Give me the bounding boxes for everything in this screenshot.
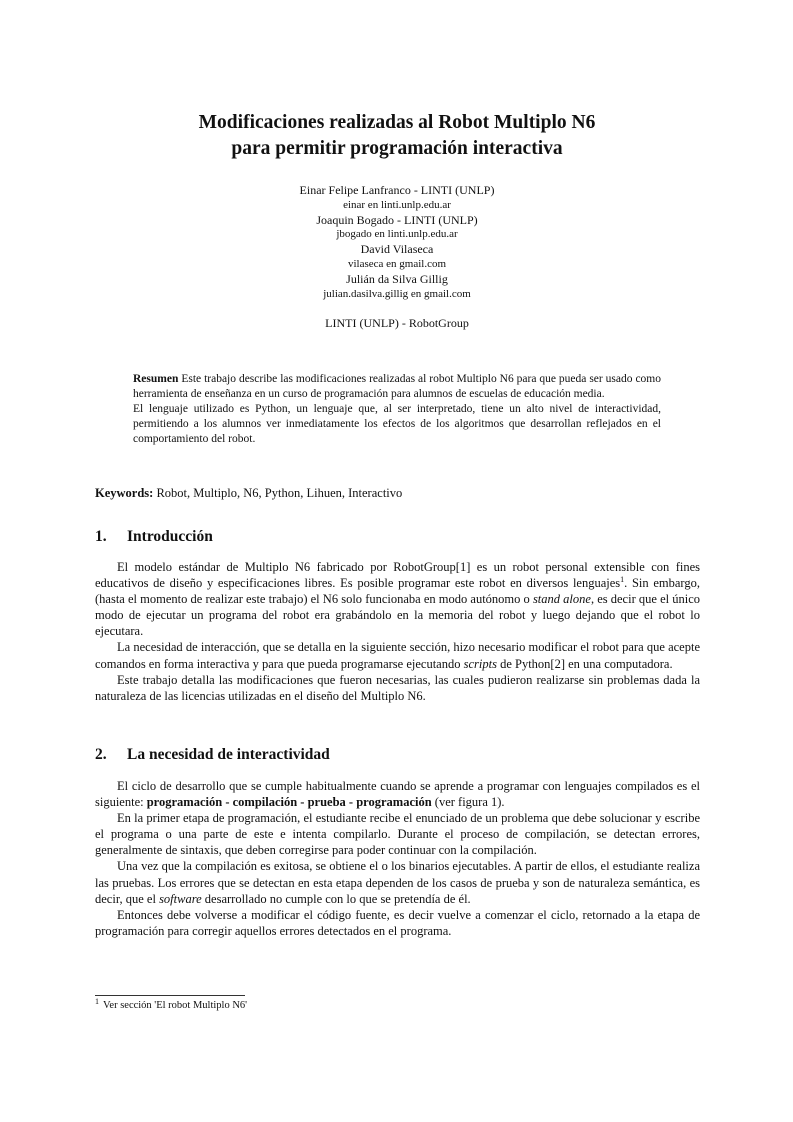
- author-name: Julián da Silva Gillig: [346, 271, 448, 286]
- section-1-body: [95, 559, 700, 704]
- section-1-paragraph-2: [95, 639, 700, 671]
- section-2-title: La necesidad de interactividad: [127, 746, 330, 763]
- affiliation: LINTI (UNLP) - RobotGroup: [325, 316, 469, 330]
- section-2-paragraph-1: [95, 778, 700, 810]
- text-run: Una vez que la compilación es exitosa, se obtiene el o los binarios ejecutables. A partir de ellos, el estudiante realiza las pruebas. Los errores que se detectan en esta etapa dependen de los casos de prueba y son de naturaleza semántica, es decir, que el: [95, 859, 700, 906]
- text-run: . Sin embargo, (hasta el momento de realizar este trabajo) el N6 solo funcionaba en modo autónomo o: [95, 576, 700, 607]
- section-1-paragraph-3: Este trabajo detalla las modificaciones que fueron necesarias, las cuales pudieron realizarse sin problemas dada la naturaleza de las licencias utilizadas en el diseño del Multiplo N6.: [95, 672, 700, 703]
- section-2-body: [95, 778, 700, 939]
- abstract-paragraph-1: [133, 372, 661, 402]
- keywords: [95, 485, 699, 501]
- section-1-title: Introducción: [127, 528, 213, 545]
- abstract-label: Resumen: [133, 373, 179, 385]
- section-1-number: 1.: [95, 528, 107, 545]
- abstract-text-1: Este trabajo describe las modificaciones realizadas al robot Multiplo N6 para que pueda ser usado como herramienta de enseñanza en un curso de programación para alumnos de escuelas de educación media.: [133, 373, 662, 400]
- keywords-label: Keywords:: [95, 486, 154, 500]
- author-email: vilaseca en gmail.com: [347, 257, 447, 270]
- author-email: jbogado en linti.unlp.edu.ar: [336, 228, 458, 241]
- section-2-paragraph-4: Entonces debe volverse a modificar el código fuente, es decir vuelve a comenzar el ciclo, retornado a la etapa de programación para corregir aquellos errores detectados en el programa.: [95, 907, 700, 938]
- bold-text: programación - compilación - prueba - programación: [146, 795, 432, 810]
- text-run: (ver figura 1).: [431, 795, 505, 810]
- section-2-heading: [95, 745, 699, 765]
- title-line-2: para permitir programación interactiva: [231, 138, 563, 159]
- title-line-1: Modificaciones realizadas al Robot Multiplo N6: [198, 112, 596, 133]
- section-1-paragraph-1: [95, 559, 700, 639]
- footnote-text: Ver sección 'El robot Multiplo N6': [103, 1000, 248, 1011]
- emphasis: stand alone: [532, 592, 591, 607]
- footnote-ref[interactable]: 1: [620, 574, 625, 584]
- footnote: [95, 996, 699, 1012]
- text-run: La necesidad de interacción, que se detalla en la siguiente sección, hizo necesario modificar el robot para que acepte comandos en forma interactiva y para que pueda programarse ejecutando: [95, 640, 700, 671]
- abstract: [133, 372, 661, 447]
- author-name: Einar Felipe Lanfranco - LINTI (UNLP): [299, 183, 495, 197]
- section-2-paragraph-2: En la primer etapa de programación, el estudiante recibe el enunciado de un problema que debe solucionar y escribe el programa o una parte de este e intenta compilarlo. Durante el proceso de compilación, se detectan errores, generalmente de sintaxis, que deben corregirse para poder continuar con la compilación.: [95, 811, 700, 858]
- emphasis: software: [159, 891, 202, 906]
- abstract-paragraph-2: El lenguaje utilizado es Python, un lenguaje que, al ser interpretado, tiene un alto nivel de interactividad, permitiendo a los alumnos ver inmediatamente los efectos de los algoritmos que desarrollan reflejados en el comportamiento del robot.: [133, 402, 661, 445]
- paper-title: [95, 110, 699, 162]
- keywords-text: Robot, Multiplo, N6, Python, Lihuen, Interactivo: [156, 486, 403, 500]
- section-1-heading: [95, 527, 699, 547]
- footnote-divider: [95, 995, 245, 996]
- author-list: [95, 183, 699, 301]
- author-email: julian.dasilva.gillig en gmail.com: [323, 287, 471, 300]
- text-run: desarrollado no cumple con lo que se pretendía de él.: [201, 891, 471, 906]
- section-2-paragraph-3: [95, 858, 700, 906]
- author-name: Joaquin Bogado - LINTI (UNLP): [316, 212, 478, 227]
- emphasis: scripts: [463, 656, 497, 671]
- text-run: de Python[2] en una computadora.: [496, 656, 673, 671]
- section-2-number: 2.: [95, 746, 107, 763]
- author-email: einar en linti.unlp.edu.ar: [343, 198, 451, 211]
- footnote-mark: 1: [95, 996, 99, 1006]
- author-name: David Vilaseca: [360, 242, 434, 257]
- text-run: , es decir que el único modo de ejecutar un programa del robot era grabándolo en la memoria del robot y luego dejando que el robot lo ejecutara.: [95, 592, 700, 639]
- text-run: El ciclo de desarrollo que se cumple habitualmente cuando se aprende a programar con lenguajes compilados es el siguiente:: [95, 779, 700, 810]
- text-run: El modelo estándar de Multiplo N6 fabricado por RobotGroup[1] es un robot personal extensible con fines educativos de diseño y especificaciones libres. Es posible programar este robot en diversos lenguajes: [95, 560, 700, 591]
